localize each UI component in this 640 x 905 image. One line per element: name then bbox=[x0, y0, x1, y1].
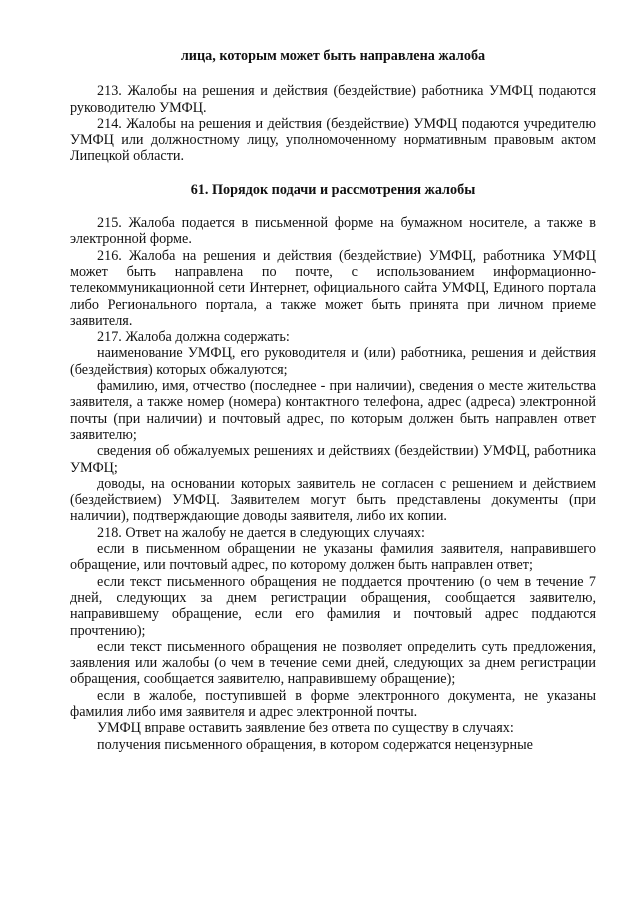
paragraph-umfc-right-item-1: получения письменного обращения, в котором содержатся нецензурные bbox=[97, 736, 533, 753]
paragraph-umfc-right: УМФЦ вправе оставить заявление без ответа по существу в случаях: bbox=[97, 720, 514, 737]
paragraph-217-item-4: доводы, на основании которых заявитель не согласен с решением и действием (бездействием) УМФЦ. Заявителем могут быть представлены документы (при наличии), подтверждающие доводы заявителя, либо их копии. bbox=[70, 475, 596, 525]
paragraph-214: 214. Жалобы на решения и действия (бездействие) УМФЦ подаются учредителю УМФЦ или должностному лицу, уполномоченному нормативным правовым актом Липецкой области. bbox=[70, 115, 596, 165]
paragraph-217: 217. Жалоба должна содержать: bbox=[97, 329, 290, 346]
paragraph-217-item-2: фамилию, имя, отчество (последнее - при наличии), сведения о месте жительства заявителя, а также номер (номера) контактного телефона, адрес (адреса) электронной почты (при наличии) и почтовый адрес, по которым должен быть направлен ответ заявителю; bbox=[70, 378, 596, 443]
paragraph-217-item-3: сведения об обжалуемых решениях и действиях (бездействии) УМФЦ, работника УМФЦ; bbox=[70, 443, 596, 476]
paragraph-218: 218. Ответ на жалобу не дается в следующих случаях: bbox=[97, 524, 425, 541]
paragraph-218-item-1: если в письменном обращении не указаны фамилия заявителя, направившего обращение, или почтовый адрес, по которому должен быть направлен ответ; bbox=[70, 541, 596, 574]
paragraph-215: 215. Жалоба подается в письменной форме на бумажном носителе, а также в электронной форме. bbox=[70, 215, 596, 248]
paragraph-213: 213. Жалобы на решения и действия (бездействие) работника УМФЦ подаются руководителю УМФЦ. bbox=[70, 83, 596, 116]
section-heading-top: лица, которым может быть направлена жалоба bbox=[180, 48, 486, 64]
document-page bbox=[70, 48, 596, 753]
paragraph-218-item-4: если в жалобе, поступившей в форме электронного документа, не указаны фамилия либо имя заявителя и адрес электронной почты. bbox=[70, 687, 596, 720]
paragraph-218-item-3: если текст письменного обращения не позволяет определить суть предложения, заявления или жалобы (о чем в течение семи дней, следующих за днем регистрации обращения, сообщается заявителю, направившему обращение); bbox=[70, 638, 596, 688]
section-heading-61: 61. Порядок подачи и рассмотрения жалобы bbox=[190, 181, 476, 198]
paragraph-217-item-1: наименование УМФЦ, его руководителя и (или) работника, решения и действия (бездействия) которых обжалуются; bbox=[70, 345, 596, 378]
paragraph-216: 216. Жалоба на решения и действия (бездействие) УМФЦ, работника УМФЦ может быть направлена по почте, с использованием информационно-телекоммуникационной сети Интернет, официального сайта УМФЦ, Единого портала либо Регионального портала, а также может быть принята при личном приеме заявителя. bbox=[70, 247, 596, 329]
paragraph-218-item-2: если текст письменного обращения не поддается прочтению (о чем в течение 7 дней, следующих за днем регистрации обращения, сообщается заявителю, направившему обращение, если его фамилия и почтовый адрес поддаются прочтению); bbox=[70, 573, 596, 639]
